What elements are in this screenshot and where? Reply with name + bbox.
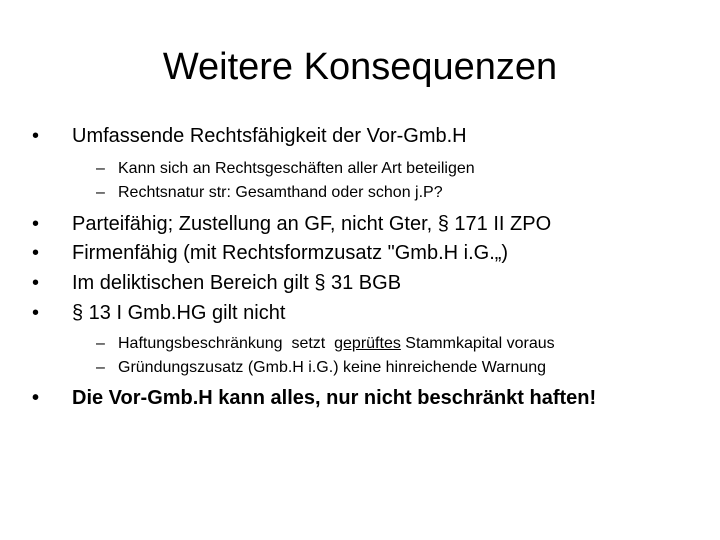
bullet-text: § 13 I Gmb.HG gilt nicht bbox=[72, 302, 286, 324]
bullet-icon: • bbox=[32, 242, 40, 264]
sub-bullet-text-post: Stammkapital voraus bbox=[400, 335, 555, 352]
underlined-word: geprüftes bbox=[334, 335, 401, 352]
sub-bullet-text bbox=[118, 333, 555, 355]
bullet-icon: • bbox=[32, 125, 40, 147]
bullet-icon: • bbox=[32, 272, 40, 294]
bullet-icon: • bbox=[32, 302, 40, 324]
dash-icon: – bbox=[96, 160, 105, 177]
bullet-text: Parteifähig; Zustellung an GF, nicht Gter, § 171 II ZPO bbox=[72, 213, 552, 235]
sub-bullet-text-pre: Haftungsbeschränkung setzt bbox=[118, 335, 335, 352]
sub-bullet-text: Rechtsnatur str: Gesamthand oder schon j.P? bbox=[118, 184, 443, 201]
dash-icon: – bbox=[96, 359, 105, 376]
bullet-icon: • bbox=[32, 213, 40, 235]
bullet-text: Umfassende Rechtsfähigkeit der Vor-Gmb.H bbox=[72, 125, 467, 147]
bullet-text-bold: Die Vor-Gmb.H kann alles, nur nicht beschränkt haften! bbox=[72, 387, 597, 409]
dash-icon: – bbox=[96, 335, 105, 352]
sub-bullet-text: Kann sich an Rechtsgeschäften aller Art beteiligen bbox=[118, 160, 475, 177]
bullet-text: Firmenfähig (mit Rechtsformzusatz "Gmb.H i.G.„) bbox=[72, 242, 509, 264]
bullet-icon: • bbox=[32, 387, 40, 409]
sub-bullet-text: Gründungszusatz (Gmb.H i.G.) keine hinreichende Warnung bbox=[118, 359, 547, 376]
bullet-text: Im deliktischen Bereich gilt § 31 BGB bbox=[72, 272, 402, 294]
slide-title: Weitere Konsequenzen bbox=[162, 46, 558, 88]
dash-icon: – bbox=[96, 184, 105, 201]
